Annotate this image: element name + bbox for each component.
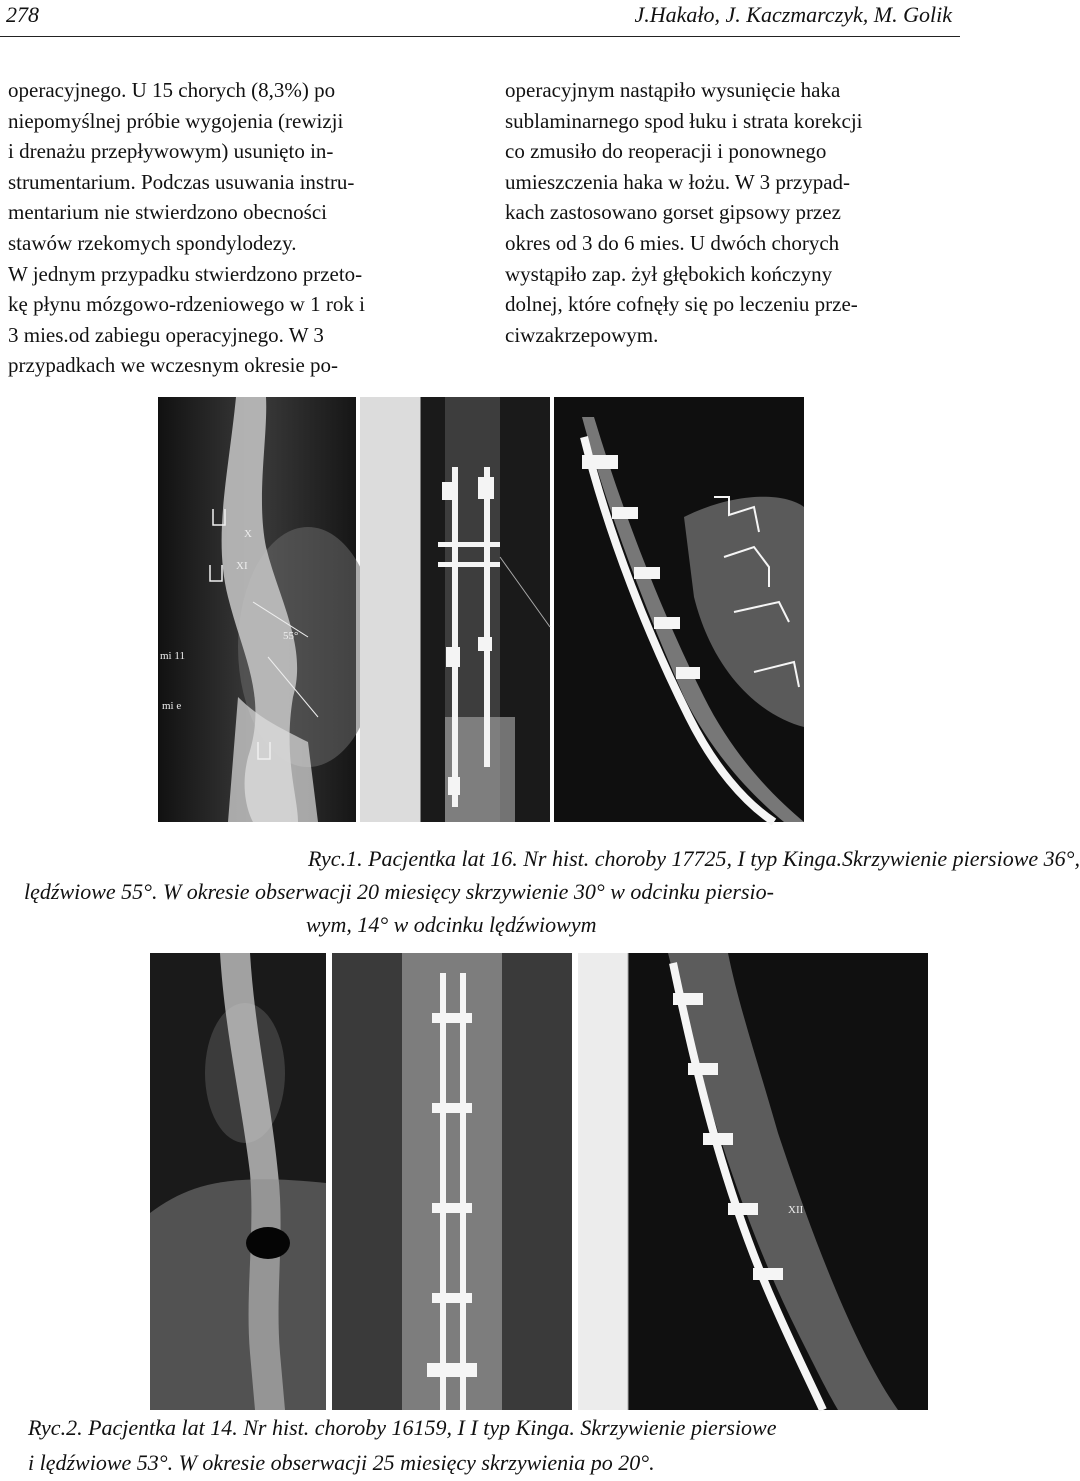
running-authors: J.Hakało, J. Kaczmarczyk, M. Golik — [634, 2, 952, 27]
xray-postop-ap — [332, 953, 572, 1410]
handwritten-label: XI — [236, 560, 248, 572]
handwritten-label: 55° — [283, 630, 299, 642]
text-line: okres od 3 do 6 mies. U dwóch chorych — [505, 230, 840, 255]
text-line: niepomyślnej próbie wygojenia (rewizji — [8, 108, 344, 133]
text-line: co zmusiło do reoperacji i ponownego — [505, 139, 827, 164]
caption-line: wym, 14° w odcinku lędźwiowym — [306, 912, 597, 937]
caption-line: lędźwiowe 55°. W okresie obserwacji 20 miesięcy skrzywienie 30° w odcinku piersio- — [24, 879, 774, 904]
header-rule — [0, 36, 960, 37]
text-line: wystąpiło zap. żył głębokich kończyny — [505, 261, 833, 286]
xray-postop-ap — [360, 397, 550, 822]
page-number: 278 — [6, 2, 39, 27]
text-line: przypadkach we wczesnym okresie po- — [8, 353, 339, 378]
right-column — [505, 75, 955, 350]
caption-line: i lędźwiowe 53°. W okresie obserwacji 25 miesięcy skrzywienia po 20°. — [28, 1450, 655, 1475]
text-line: operacyjnego. U 15 chorych (8,3%) po — [8, 78, 336, 102]
text-line: ciwzakrzepowym. — [505, 322, 659, 347]
xray-postop-lateral — [554, 397, 804, 822]
text-line: kach zastosowano gorset gipsowy przez — [505, 200, 841, 225]
figure-2-xrays — [150, 953, 928, 1410]
caption-line: Ryc.2. Pacjentka lat 14. Nr hist. choroby 16159, I I typ Kinga. Skrzywienie piersiowe — [28, 1415, 777, 1440]
caption-line: Ryc.1. Pacjentka lat 16. Nr hist. choroby 17725, I typ Kinga.Skrzywienie piersiowe 36°, — [308, 846, 1080, 871]
text-line: strumentarium. Podczas usuwania instru- — [8, 169, 355, 194]
handwritten-label: X — [244, 528, 252, 540]
text-line: stawów rzekomych spondylodezy. — [8, 230, 297, 255]
text-line: i drenażu przepływowym) usunięto in- — [8, 139, 334, 164]
text-line: dolnej, które cofnęły się po leczeniu prze- — [505, 292, 858, 317]
xray-postop-lateral — [578, 953, 928, 1410]
text-line: mentarium nie stwierdzono obecności — [8, 200, 327, 225]
text-line: kę płynu mózgowo-rdzeniowego w 1 rok i — [8, 292, 365, 317]
figure-1-xrays — [158, 397, 804, 822]
running-header — [0, 0, 960, 40]
handwritten-label: mi e — [162, 700, 182, 712]
handwritten-label: mi 11 — [160, 650, 185, 662]
text-line: operacyjnym nastąpiło wysunięcie haka — [505, 78, 841, 102]
xray-preop-ap — [150, 953, 326, 1410]
text-line: umieszczenia haka w łożu. W 3 przypad- — [505, 169, 851, 194]
left-column — [8, 75, 458, 381]
handwritten-label: XII — [788, 1204, 804, 1216]
xray-preop-ap — [158, 397, 356, 822]
text-line: 3 mies.od zabiegu operacyjnego. W 3 — [8, 322, 324, 347]
text-line: sublaminarnego spod łuku i strata korekcji — [505, 108, 863, 133]
text-line: W jednym przypadku stwierdzono przeto- — [8, 261, 363, 286]
